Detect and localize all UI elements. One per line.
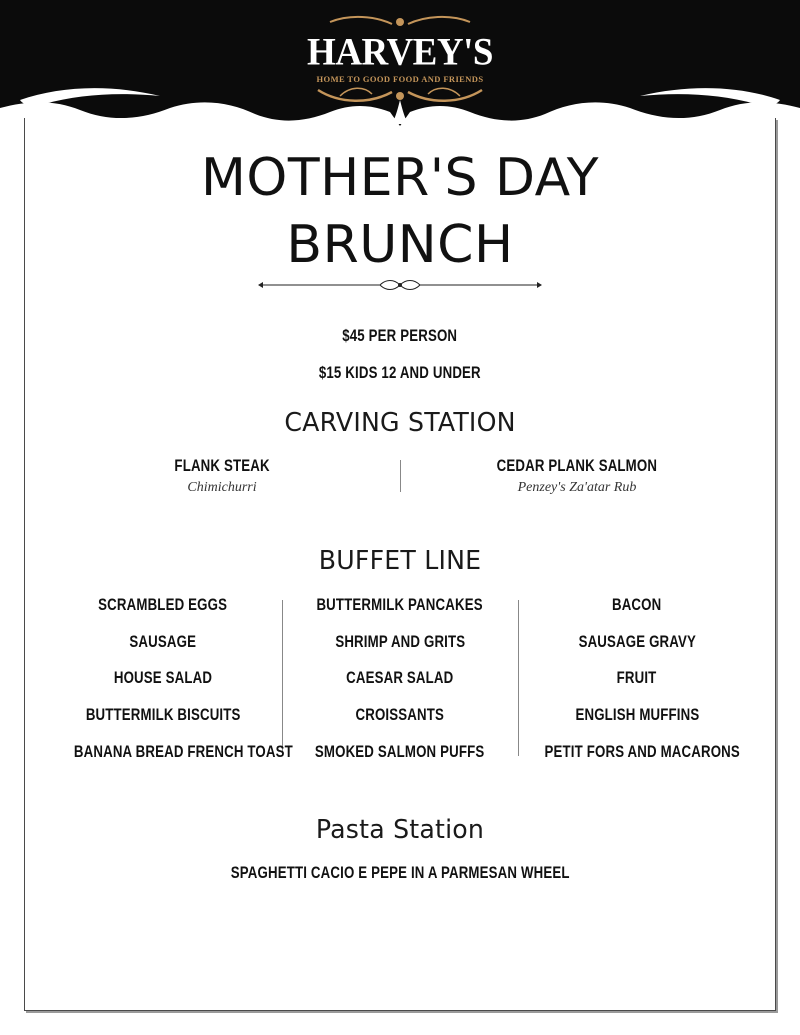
price-kids: $15 KIDS 12 AND UNDER [319,363,481,382]
logo-name: HARVEY'S [307,30,493,75]
buffet-item [43,632,283,652]
logo-tagline: HOME TO GOOD FOOD AND FRIENDS [316,74,484,84]
carving-item-2 [457,456,697,476]
buffet-item [517,742,757,762]
price-adult: $45 PER PERSON [342,326,458,345]
carving-item-note: Chimichurri [187,480,257,495]
menu-title-line-2: BRUNCH [286,215,514,275]
buffet-item [280,668,520,688]
title-ornament-divider [258,277,542,293]
buffet-item-label: SHRIMP AND GRITS [335,632,465,651]
buffet-item-label: SMOKED SALMON PUFFS [315,742,485,761]
buffet-item-label: ENGLISH MUFFINS [575,705,699,724]
carving-divider [400,460,401,492]
carving-item-name: FLANK STEAK [174,456,270,475]
pasta-item-row [0,863,800,883]
buffet-item-label: SAUSAGE [129,632,197,651]
carving-item-note: Penzey's Za'atar Rub [517,480,637,495]
buffet-item [280,742,520,762]
buffet-item-label: SAUSAGE GRAVY [578,632,696,651]
buffet-item [517,595,757,615]
carving-item-name: CEDAR PLANK SALMON [496,456,658,475]
pasta-item: SPAGHETTI CACIO E PEPE IN A PARMESAN WHEEL [230,863,570,882]
price-kids-row [0,363,800,383]
buffet-item [517,705,757,725]
buffet-item-label: BUTTERMILK BISCUITS [85,705,241,724]
buffet-item [280,632,520,652]
buffet-item-label: CAESAR SALAD [346,668,454,687]
buffet-item-label: SCRAMBLED EGGS [98,595,228,614]
buffet-item [280,595,520,615]
buffet-item [43,668,283,688]
buffet-item-label: BANANA BREAD FRENCH TOAST [73,742,293,761]
logo [0,30,800,84]
pasta-station-heading: Pasta Station [315,815,485,845]
buffet-item [517,632,757,652]
buffet-item-label: BUTTERMILK PANCAKES [316,595,484,614]
buffet-item [43,742,293,762]
buffet-item [517,668,757,688]
buffet-item [280,705,520,725]
buffet-item [43,705,283,725]
buffet-item-label: BACON [612,595,662,614]
buffet-item-label: CROISSANTS [355,705,445,724]
carving-item-1 [122,456,322,476]
carving-station-heading: CARVING STATION [284,408,516,438]
buffet-item-label: HOUSE SALAD [113,668,213,687]
menu-title-line-1: MOTHER'S DAY [201,148,599,208]
buffet-line-heading: BUFFET LINE [318,546,482,576]
buffet-item-label: FRUIT [617,668,657,687]
buffet-item-label: PETIT FORS AND MACARONS [544,742,740,761]
buffet-item [43,595,283,615]
price-adult-row [0,326,800,346]
